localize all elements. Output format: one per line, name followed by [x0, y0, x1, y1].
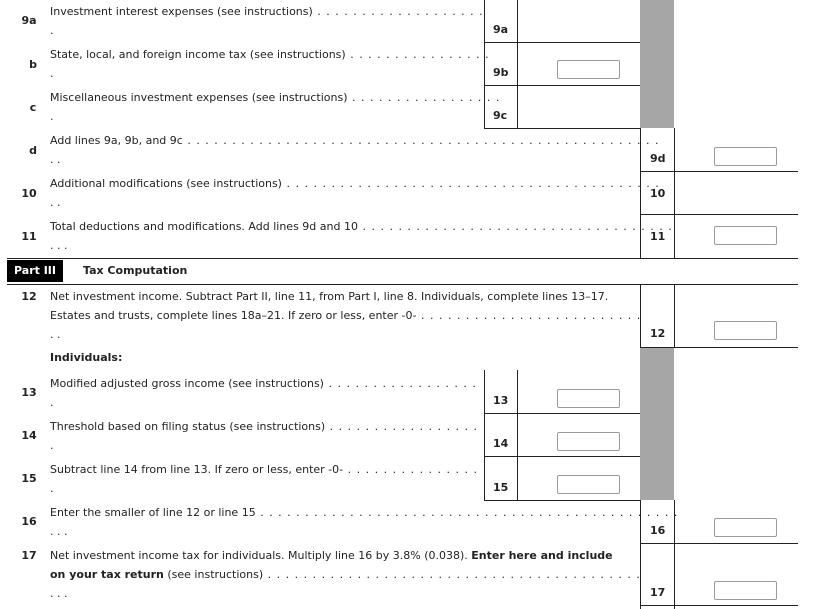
line-10-text: Additional modifications (see instructions) . . . . . . . . . . . . . . . . . . . . . . . . . . . . . . . . . . . . . . . . . . . .: [50, 177, 660, 209]
line-12-input[interactable]: [714, 321, 777, 340]
divider: [484, 413, 640, 414]
line-13-input[interactable]: [557, 389, 620, 408]
divider: [640, 605, 798, 606]
box-label: 9d: [650, 152, 666, 165]
line-11-input[interactable]: [714, 226, 777, 245]
divider: [484, 85, 640, 86]
line-11-text: Total deductions and modifications. Add lines 9d and 10 . . . . . . . . . . . . . . . . . . . . . . . . . . . . . . . . . . . . . .: [50, 220, 673, 252]
divider: [7, 284, 798, 285]
divider: [674, 128, 675, 258]
line-number: 9a: [21, 14, 37, 27]
divider: [517, 0, 518, 128]
box-label: 12: [650, 327, 666, 340]
line-16-input[interactable]: [714, 518, 777, 537]
line-16-text: Enter the smaller of line 12 or line 15 . . . . . . . . . . . . . . . . . . . . . . . . . . . . . . . . . . . . . . . . . . . . . . . . . .: [50, 506, 679, 538]
box-label: 17: [650, 586, 666, 599]
shaded-area: [640, 347, 674, 500]
divider: [484, 370, 485, 500]
divider: [484, 456, 640, 457]
divider: [640, 543, 798, 544]
individuals-heading: Individuals:: [50, 351, 123, 364]
divider: [640, 171, 798, 172]
divider: [484, 500, 640, 501]
line-17-text: Net investment income tax for individuals. Multiply line 16 by 3.8% (0.038). Enter here and include on your tax return (see instructions) . . . . . . . . . . . . . . . . . . . . . . . . . . . . . . . . . . . . . . . . . . . . .: [50, 549, 641, 600]
line-9b-text: State, local, and foreign income tax (see instructions) . . . . . . . . . . . . . . . . .: [50, 48, 490, 80]
line-number: c: [29, 101, 37, 114]
divider: [7, 258, 798, 259]
line-number: 16: [21, 515, 37, 528]
line-13-text: Modified adjusted gross income (see instructions) . . . . . . . . . . . . . . . . . .: [50, 377, 477, 409]
line-number: b: [29, 58, 37, 71]
part-iii-title: Tax Computation: [83, 264, 188, 277]
line-9b-input[interactable]: [557, 60, 620, 79]
line-number: 12: [21, 290, 37, 303]
divider: [640, 214, 798, 215]
line-number: 10: [21, 187, 37, 200]
divider: [640, 128, 641, 258]
divider: [484, 0, 485, 128]
box-label: 13: [493, 394, 509, 407]
part-iii-tag: Part III: [7, 260, 63, 282]
box-label: 9b: [493, 66, 509, 79]
line-9d-input[interactable]: [714, 147, 777, 166]
divider: [484, 128, 640, 129]
line-17-input[interactable]: [714, 581, 777, 600]
box-label: 16: [650, 524, 666, 537]
box-label: 9a: [493, 23, 509, 36]
line-15-input[interactable]: [557, 475, 620, 494]
divider: [640, 347, 798, 348]
box-label: 15: [493, 481, 509, 494]
line-number: 15: [21, 472, 37, 485]
box-label: 10: [650, 187, 666, 200]
line-14-text: Threshold based on filing status (see instructions) . . . . . . . . . . . . . . . . . .: [50, 420, 479, 452]
line-9d-text: Add lines 9a, 9b, and 9c . . . . . . . . . . . . . . . . . . . . . . . . . . . . . . . . . . . . . . . . . . . . . . . . . . . . . . .: [50, 134, 660, 166]
line-9a-text: Investment interest expenses (see instructions) . . . . . . . . . . . . . . . . . . . .: [50, 5, 484, 37]
line-number: 13: [21, 386, 37, 399]
divider: [517, 370, 518, 500]
line-number: 17: [21, 549, 37, 562]
shaded-area: [640, 0, 674, 128]
line-14-input[interactable]: [557, 432, 620, 451]
line-number: d: [29, 144, 37, 157]
divider: [674, 284, 675, 347]
box-label: 14: [493, 437, 509, 450]
line-15-text: Subtract line 14 from line 13. If zero or less, enter -0- . . . . . . . . . . . . . . . .: [50, 463, 479, 495]
line-number: 11: [21, 230, 37, 243]
line-12-text: Net investment income. Subtract Part II, line 11, from Part I, line 8. Individuals, complete lines 13–17. Estates and trusts, complete lines 18a–21. If zero or less, enter -0- . . . . . . . . . . . . . . . . . . . . . . . . . . .: [50, 290, 642, 341]
line-number: 14: [21, 429, 37, 442]
box-label: 11: [650, 230, 666, 243]
box-label: 9c: [493, 109, 508, 122]
divider: [484, 42, 640, 43]
line-9c-text: Miscellaneous investment expenses (see instructions) . . . . . . . . . . . . . . . . . .: [50, 91, 501, 123]
